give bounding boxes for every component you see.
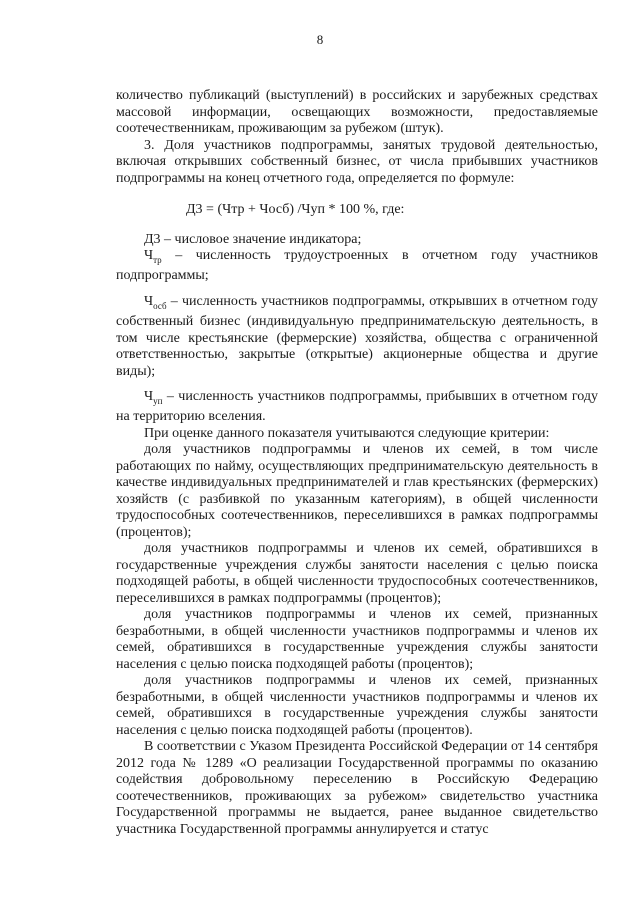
- symbol-ctr: Ч: [144, 248, 154, 263]
- symbol-cup-subscript: уп: [153, 395, 163, 406]
- paragraph-indicator-3: 3. Доля участников подпрограммы, занятых трудовой деятельностью, включая открывших собственный бизнес, от числа прибывших участников подпрограммы на конец отчетного года, определяется по формуле:: [116, 137, 598, 186]
- page-number: 8: [316, 32, 324, 47]
- criterion-2: доля участников подпрограммы и членов их семей, обратившихся в государственные учреждения службы занятости населения с целью поиска подходящей работы, в общей численности трудоспособных соотечественников, переселившихся в рамках подпрограммы (процентов);: [116, 541, 598, 606]
- definition-ctr: [116, 248, 598, 285]
- definition-d3: Д3 – числовое значение индикатора;: [144, 231, 362, 247]
- definition-cup-text: – численность участников подпрограммы, прибывших в отчетном году на территорию вселения.: [116, 389, 598, 425]
- definition-cosb-text: – численность участников подпрограммы, открывших в отчетном году собственный бизнес (индивидуальную предпринимательскую деятельность, в том числе крестьянские (фермерские) хозяйства, общества с ограниченной ответственностью, закрытые (открытые) акционерные общества и другие виды);: [116, 293, 598, 379]
- formula: Д3 = (Чтр + Чосб) /Чуп * 100 %, где:: [186, 202, 405, 217]
- symbol-cup: Ч: [144, 389, 154, 405]
- document-body: [116, 88, 598, 838]
- paragraph-publications: количество публикаций (выступлений) в российских и зарубежных средствах массовой информации, освещающих возможности, предоставляемые соотечественникам, проживающим за рубежом (штук).: [116, 88, 598, 136]
- criterion-4: доля участников подпрограммы и членов их семей, признанных безработными, в общей численности участников подпрограммы и членов их семей, обратившихся в государственные учреждения службы занятости населения с целью поиска подходящей работы (процентов).: [116, 673, 598, 738]
- definition-ctr-text: – численность трудоустроенных в отчетном году участников подпрограммы;: [116, 248, 598, 284]
- paragraph-decree: В соответствии с Указом Президента Российской Федерации от 14 сентября 2012 года № 1289 «О реализации Государственной программы по оказанию содействия добровольному переселению в Российскую Федерацию соотечественников, проживающих за рубежом» свидетельство участника Государственной программы не выдается, ранее выданное свидетельство участника Государственной программы аннулируется и статус: [116, 739, 598, 837]
- criteria-intro: При оценке данного показателя учитываются следующие критерии:: [144, 425, 550, 441]
- symbol-cosb-subscript: осб: [153, 300, 167, 311]
- definition-cup: [116, 389, 598, 426]
- criterion-3: доля участников подпрограммы и членов их семей, признанных безработными, в общей численности участников подпрограммы и членов их семей, обратившихся в государственные учреждения службы занятости населения с целью поиска подходящей работы (процентов);: [116, 607, 598, 672]
- definition-cosb: [116, 294, 598, 380]
- criterion-1: доля участников подпрограммы и членов их семей, в том числе работающих по найму, осуществляющих предпринимательскую деятельность в качестве индивидуальных предпринимателей и глав крестьянских (фермерских) хозяйств (с разбивкой по указанным категориям), в общей численности трудоспособных соотечественников, переселившихся в рамках подпрограммы (процентов);: [116, 442, 598, 540]
- symbol-ctr-subscript: тр: [153, 254, 162, 265]
- symbol-cosb: Ч: [144, 293, 154, 309]
